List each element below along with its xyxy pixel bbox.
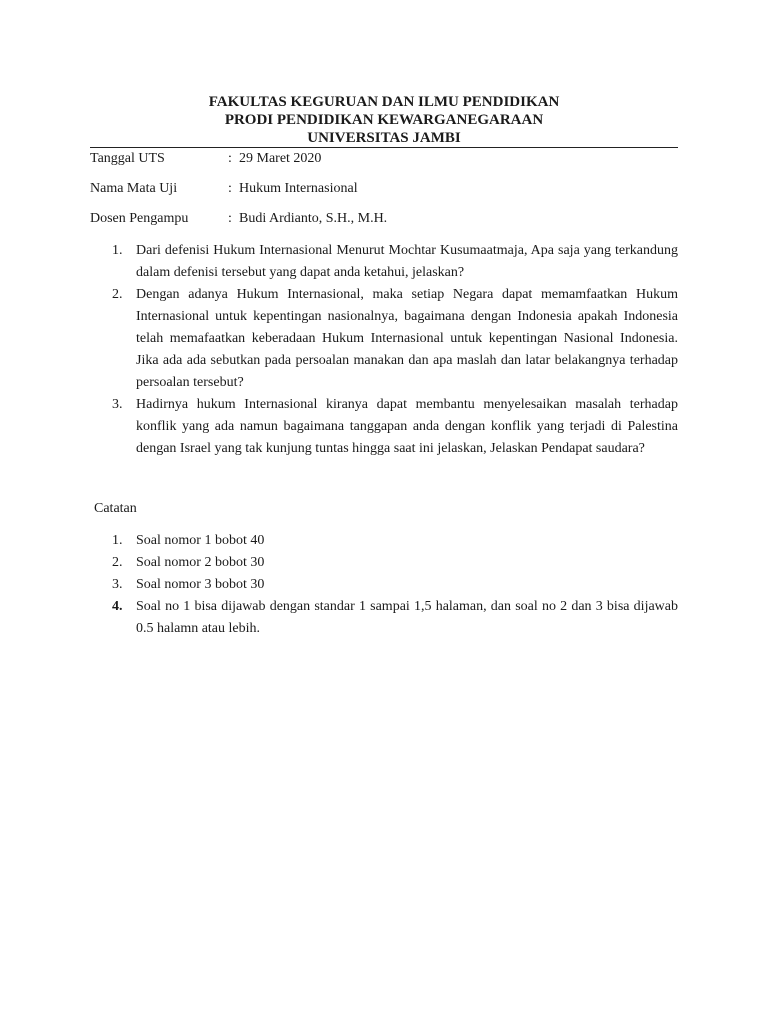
meta-value: 29 Maret 2020 bbox=[239, 151, 322, 166]
question-number: 3. bbox=[112, 397, 123, 412]
note-item bbox=[90, 530, 678, 552]
meta-row-subject bbox=[90, 179, 678, 199]
note-text: Soal nomor 1 bobot 40 bbox=[136, 533, 265, 548]
note-text: Soal nomor 2 bobot 30 bbox=[136, 555, 265, 570]
faculty-title: FAKULTAS KEGURUAN DAN ILMU PENDIDIKAN bbox=[208, 94, 560, 110]
question-number: 1. bbox=[112, 243, 123, 258]
meta-colon: : bbox=[228, 211, 232, 226]
meta-value: Budi Ardianto, S.H., M.H. bbox=[239, 211, 388, 226]
note-number: 3. bbox=[112, 577, 123, 592]
meta-colon: : bbox=[228, 181, 232, 196]
question-number: 2. bbox=[112, 287, 123, 302]
header-divider bbox=[90, 147, 678, 148]
question-text: Dengan adanya Hukum Internasional, maka setiap Negara dapat memamfaatkan Hukum Internasional untuk kepentingan nasionalnya, bagaimana dengan Indonesia apakah Indonesia telah memafaatkan keberadaan Hukum Internasional untuk kepentingan Nasional Indonesia. Jika ada ada sebutkan pada persoalan manakan dan apa maslah dan latar belakangnya terhadap persoalan tersebut? bbox=[136, 287, 678, 390]
meta-label: Tanggal UTS bbox=[90, 151, 165, 166]
meta-row-lecturer bbox=[90, 209, 678, 229]
note-number: 4. bbox=[112, 599, 123, 614]
question-item bbox=[90, 284, 678, 394]
meta-colon: : bbox=[228, 151, 232, 166]
note-text: Soal nomor 3 bobot 30 bbox=[136, 577, 265, 592]
document-header bbox=[90, 93, 678, 147]
note-item bbox=[90, 596, 678, 640]
question-item bbox=[90, 240, 678, 284]
question-text: Hadirnya hukum Internasional kiranya dapat membantu menyelesaikan masalah terhadap konflik yang ada namun bagaimana tanggapan anda dengan konflik yang terjadi di Palestina dengan Israel yang tak kunjung tuntas hingga saat ini jelaskan, Jelaskan Pendapat saudara? bbox=[136, 397, 678, 456]
note-number: 2. bbox=[112, 555, 123, 570]
meta-value: Hukum Internasional bbox=[239, 181, 358, 196]
notes-title: Catatan bbox=[94, 501, 137, 516]
university-title: UNIVERSITAS JAMBI bbox=[307, 130, 461, 146]
question-item bbox=[90, 394, 678, 460]
meta-label: Nama Mata Uji bbox=[90, 181, 178, 196]
program-title: PRODI PENDIDIKAN KEWARGANEGARAAN bbox=[224, 112, 544, 128]
question-list bbox=[90, 240, 678, 460]
question-text: Dari defenisi Hukum Internasional Menurut Mochtar Kusumaatmaja, Apa saja yang terkandung dalam defenisi tersebut yang dapat anda ketahui, jelaskan? bbox=[136, 243, 678, 280]
meta-label: Dosen Pengampu bbox=[90, 211, 189, 226]
note-text: Soal no 1 bisa dijawab dengan standar 1 sampai 1,5 halaman, dan soal no 2 dan 3 bisa dijawab 0.5 halamn atau lebih. bbox=[136, 599, 678, 636]
note-number: 1. bbox=[112, 533, 123, 548]
notes-list bbox=[90, 530, 678, 640]
note-item bbox=[90, 574, 678, 596]
meta-row-date bbox=[90, 149, 678, 169]
note-item bbox=[90, 552, 678, 574]
